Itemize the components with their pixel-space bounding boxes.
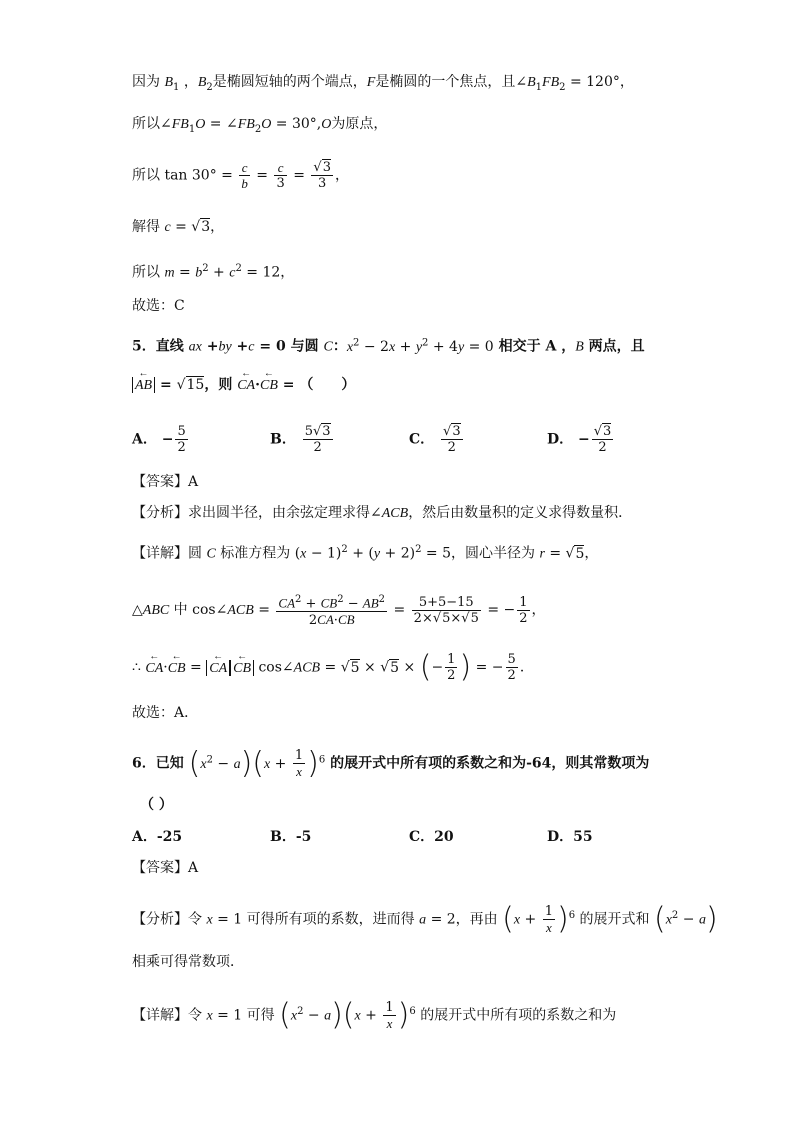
q6-option-b[interactable]: B．-5 [270, 829, 312, 845]
line-1-text: 因为 $B_1$ ，$B_2$是椭圆短轴的两个端点，F是椭圆的一个焦点，且$\angle B_1FB_2 = 120^\circ$， [132, 74, 634, 93]
q6-detail: 【详解】令 x = 1 可得 $(x^2 - a)(x$ + $\frac{1}{x}$ )$^6$ 的展开式中所有项的系数之和为 [132, 997, 617, 1033]
q5-option-d[interactable]: D． − $\frac{√3}{2}$ [547, 424, 612, 455]
text-line-6: 故选：C [132, 298, 185, 314]
q5-option-a[interactable]: A． − $\frac{5}{2}$ [132, 424, 186, 455]
question-5-title: 5．直线 ax +by +c = 0 与圆 C：$x^2 - 2x + y^2 + 4y = 0$ 相交于 A ，B 两点，且 [132, 337, 645, 355]
text-line-3: 所以 tan 30° = $\frac{c}{b}$ = $\frac{c}{3}$ = $\frac{√3}{3}$ ， [132, 160, 349, 191]
fraction-c-over-b: $\frac{c}{b}$ [241, 160, 248, 191]
q6-option-a[interactable]: A．-25 [132, 829, 183, 845]
fraction-cosine-law: $\frac{CA^2 + CB^2 - AB^2}{2CA\cdot CB}$ [278, 594, 386, 629]
q6-option-c[interactable]: C．20 [409, 829, 454, 845]
q6-paren: （ ） [140, 797, 173, 813]
text-line-1 [132, 72, 634, 98]
q5-option-b[interactable]: B． $\frac{5√3}{2}$ [270, 424, 331, 455]
text-line-2: 所以$\angle FB_1O$ = $\angle FB_2O = 30^\circ,O$为原点， [132, 116, 388, 135]
fraction-sqrt3-over-3: $\frac{√3}{3}$ [313, 160, 331, 191]
question-6-title: 6．已知 $(x^2 - a)(x$ + $\frac{1}{x}$ )$^6$ 的展开式中所有项的系数之和为-64，则其常数项为 [132, 745, 650, 781]
q5-end: 故选：A． [132, 705, 199, 721]
q6-answer: 【答案】A [132, 860, 199, 876]
q5-detail: 【详解】圆 C 标准方程为 $(x - 1)^2 + (y + 2)^2 = 5$，圆心半径为 r = √5， [132, 544, 599, 562]
q5-cos-line: △ABC 中 cos∠ACB = $\frac{CA^2 + CB^2 - AB^2}{2CA\cdot CB}$ = $\frac{5+5-15}{2\times√5\times√5}$ = − $\frac{1}{2}$ ， [132, 594, 546, 629]
q6-analysis-2: 相乘可得常数项． [132, 954, 244, 970]
question-5-condition: ← AB = √15，则 ← CA·← CB = （ ） [132, 375, 355, 396]
q5-option-c[interactable]: C． $\frac{√3}{2}$ [409, 424, 461, 455]
q6-analysis: 【分析】令 x = 1 可得所有项的系数，进而得 a = 2，再由 (x + $\frac{1}{x}$ )$^6$ 的展开式和 $(x^2 - a)$ [132, 901, 718, 937]
q6-option-d[interactable]: D．55 [547, 829, 593, 845]
q5-dot-line: ∴ ← CA·← CB = ← CA← CB cos∠ACB = √5 × √5 × (− $\frac{1}{2}$ ) = − $\frac{5}{2}$ ． [132, 652, 534, 683]
q5-answer: 【答案】A [132, 474, 199, 490]
text-line-4: 解得 c = √3， [132, 219, 225, 235]
fraction-cosine-values: $\frac{5+5-15}{2\times√5\times√5}$ [413, 594, 479, 626]
text-line-5: 所以 $m = b^2 + c^2 = 12$， [132, 263, 295, 281]
q5-analysis: 【分析】求出圆半径，由余弦定理求得∠ACB，然后由数量积的定义求得数量积． [132, 505, 633, 521]
fraction-c-over-3: $\frac{c}{3}$ [276, 160, 285, 191]
